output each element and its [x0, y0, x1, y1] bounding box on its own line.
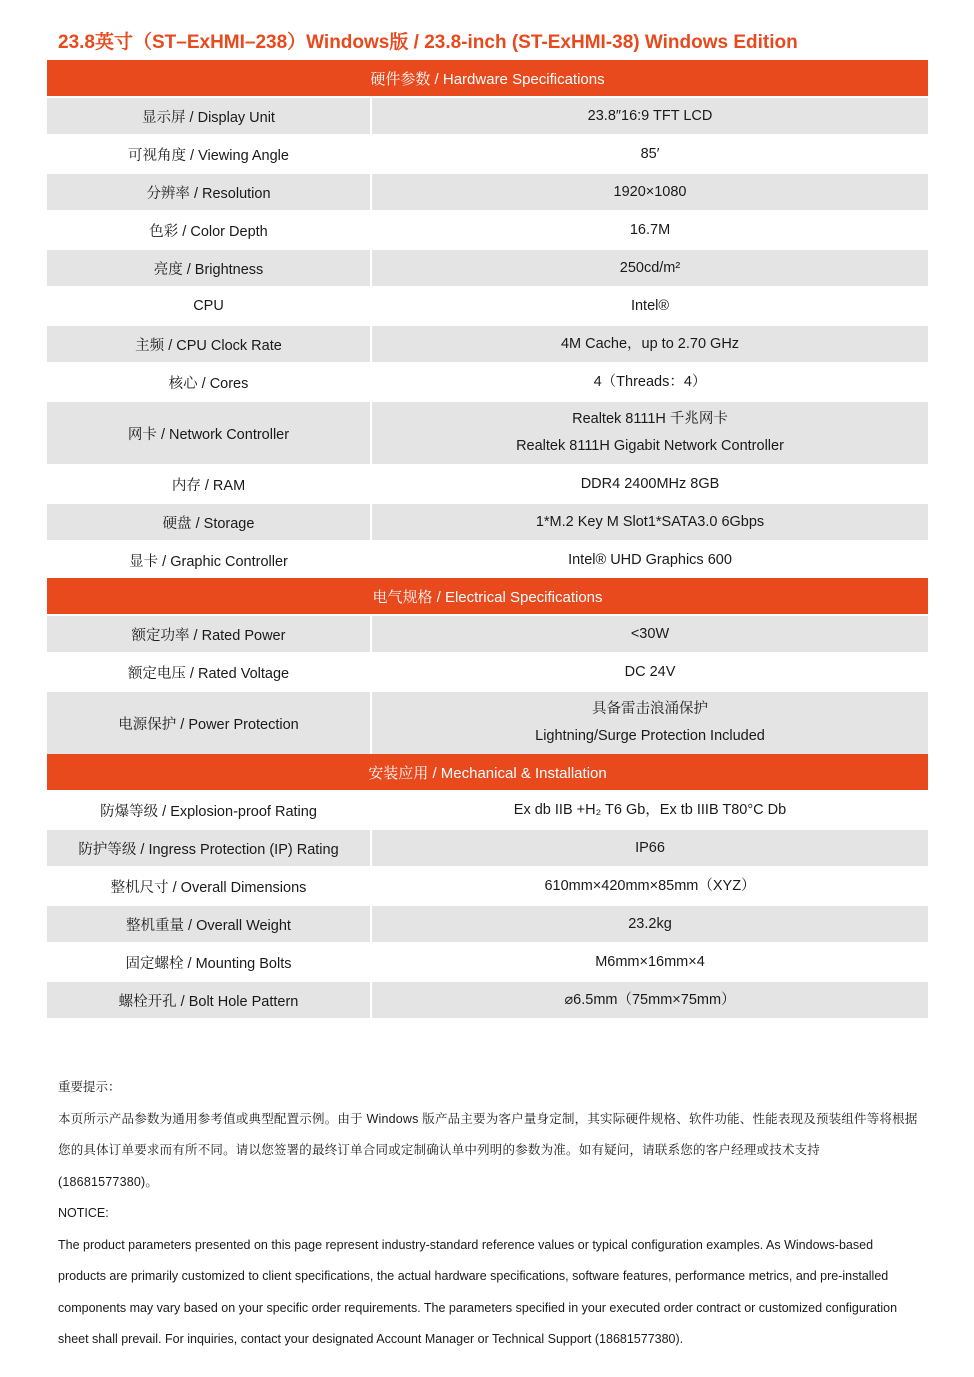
- row-label: 显示屏 / Display Unit: [47, 98, 372, 134]
- table-row: [47, 504, 928, 540]
- table-row: [47, 792, 928, 828]
- row-value: Intel® UHD Graphics 600: [568, 551, 732, 568]
- row-value: ⌀6.5mm（75mm×75mm）: [564, 991, 736, 1008]
- notice-body-en: The product parameters presented on this page represent industry-standard reference values or typical configuration examples. As Windows-based products are primarily customized to client specifications, the actual hardware specifications, software features, performance metrics, and pre-installed components may vary based on your specific order requirements. The parameters specified in your executed order contract or customized configuration sheet shall prevail. For inquiries, contact your designated Account Manager or Technical Support (18681577380).: [58, 1237, 898, 1346]
- spec-table: [47, 60, 928, 1018]
- table-row: [47, 616, 928, 652]
- row-value-line-cn: 具备雷击浪涌保护: [592, 701, 708, 717]
- row-label: 额定电压 / Rated Voltage: [47, 654, 372, 690]
- row-value: 23.2kg: [628, 915, 672, 932]
- section-header-mechanical: 安装应用 / Mechanical & Installation: [47, 754, 928, 790]
- table-row: [47, 830, 928, 866]
- row-label: 内存 / RAM: [47, 466, 372, 502]
- row-label: 防爆等级 / Explosion-proof Rating: [47, 792, 372, 828]
- row-label: 硬盘 / Storage: [47, 504, 372, 540]
- row-value: 1*M.2 Key M Slot1*SATA3.0 6Gbps: [535, 513, 765, 530]
- row-value-line-en: Lightning/Surge Protection Included: [535, 728, 765, 744]
- row-label: 亮度 / Brightness: [47, 250, 372, 286]
- table-row: [47, 136, 928, 172]
- table-row: [47, 288, 928, 324]
- row-value: IP66: [635, 839, 665, 856]
- row-label: 整机尺寸 / Overall Dimensions: [47, 868, 372, 904]
- notice-body-cn: 本页所示产品参数为通用参考值或典型配置示例。由于 Windows 版产品主要为客户量身定制，其实际硬件规格、软件功能、性能表现及预装组件等将根据您的具体订单要求而有所不同。请以您签署的最终订单合同或定制确认单中列明的参数为准。如有疑问，请联系您的客户经理或技术支持(18681577380)。: [58, 1111, 918, 1189]
- row-label: 可视角度 / Viewing Angle: [47, 136, 372, 172]
- row-value: [372, 402, 928, 464]
- row-label: 螺栓开孔 / Bolt Hole Pattern: [47, 982, 372, 1018]
- row-value: 16.7M: [629, 221, 671, 238]
- notice-heading-cn: 重要提示：: [58, 1080, 121, 1094]
- table-row: [47, 542, 928, 578]
- row-label: 主频 / CPU Clock Rate: [47, 326, 372, 362]
- row-value: [372, 692, 928, 754]
- table-row: [47, 212, 928, 248]
- table-row: [47, 98, 928, 134]
- notice-heading-en: NOTICE:: [58, 1206, 109, 1220]
- row-value: 4M Cache，up to 2.70 GHz: [560, 335, 740, 352]
- row-label: 网卡 / Network Controller: [47, 402, 372, 464]
- row-value: DDR4 2400MHz 8GB: [580, 475, 720, 492]
- table-row: [47, 692, 928, 754]
- row-label: 分辨率 / Resolution: [47, 174, 372, 210]
- row-value: 610mm×420mm×85mm（XYZ）: [544, 877, 756, 894]
- row-value: 4（Threads：4）: [593, 373, 707, 390]
- row-value: DC 24V: [624, 663, 676, 680]
- row-value: Ex db IIB +H₂ T6 Gb，Ex tb IIIB T80°C Db: [513, 801, 787, 818]
- section-header-hardware: 硬件参数 / Hardware Specifications: [47, 60, 928, 96]
- row-value: 250cd/m²: [619, 259, 681, 276]
- row-value: 1920×1080: [613, 183, 687, 200]
- row-label: 防护等级 / Ingress Protection (IP) Rating: [47, 830, 372, 866]
- row-label: 固定螺栓 / Mounting Bolts: [47, 944, 372, 980]
- table-row: [47, 364, 928, 400]
- row-label: 整机重量 / Overall Weight: [47, 906, 372, 942]
- row-value: Intel®: [630, 297, 670, 314]
- row-value: <30W: [630, 625, 670, 642]
- row-label: 额定功率 / Rated Power: [47, 616, 372, 652]
- row-value-line-cn: Realtek 8111H 千兆网卡: [572, 411, 728, 427]
- row-label: 核心 / Cores: [47, 364, 372, 400]
- table-row: [47, 906, 928, 942]
- table-row: [47, 174, 928, 210]
- table-row: [47, 868, 928, 904]
- table-row: [47, 654, 928, 690]
- page-title: 23.8英寸（ST–ExHMI–238）Windows版 / 23.8-inch (ST-ExHMI-38) Windows Edition: [58, 32, 798, 53]
- row-label: 电源保护 / Power Protection: [47, 692, 372, 754]
- row-value-line-en: Realtek 8111H Gigabit Network Controller: [516, 438, 784, 454]
- row-value: M6mm×16mm×4: [595, 953, 705, 970]
- table-row: [47, 326, 928, 362]
- row-label: CPU: [47, 288, 372, 324]
- row-label: 色彩 / Color Depth: [47, 212, 372, 248]
- section-header-electrical: 电气规格 / Electrical Specifications: [47, 578, 928, 614]
- table-row: [47, 250, 928, 286]
- table-row: [47, 944, 928, 980]
- table-row: [47, 402, 928, 464]
- notice-block: [58, 1072, 918, 1356]
- table-row: [47, 982, 928, 1018]
- row-label: 显卡 / Graphic Controller: [47, 542, 372, 578]
- row-value: 85′: [640, 145, 660, 162]
- table-row: [47, 466, 928, 502]
- row-value: 23.8″16:9 TFT LCD: [587, 107, 713, 124]
